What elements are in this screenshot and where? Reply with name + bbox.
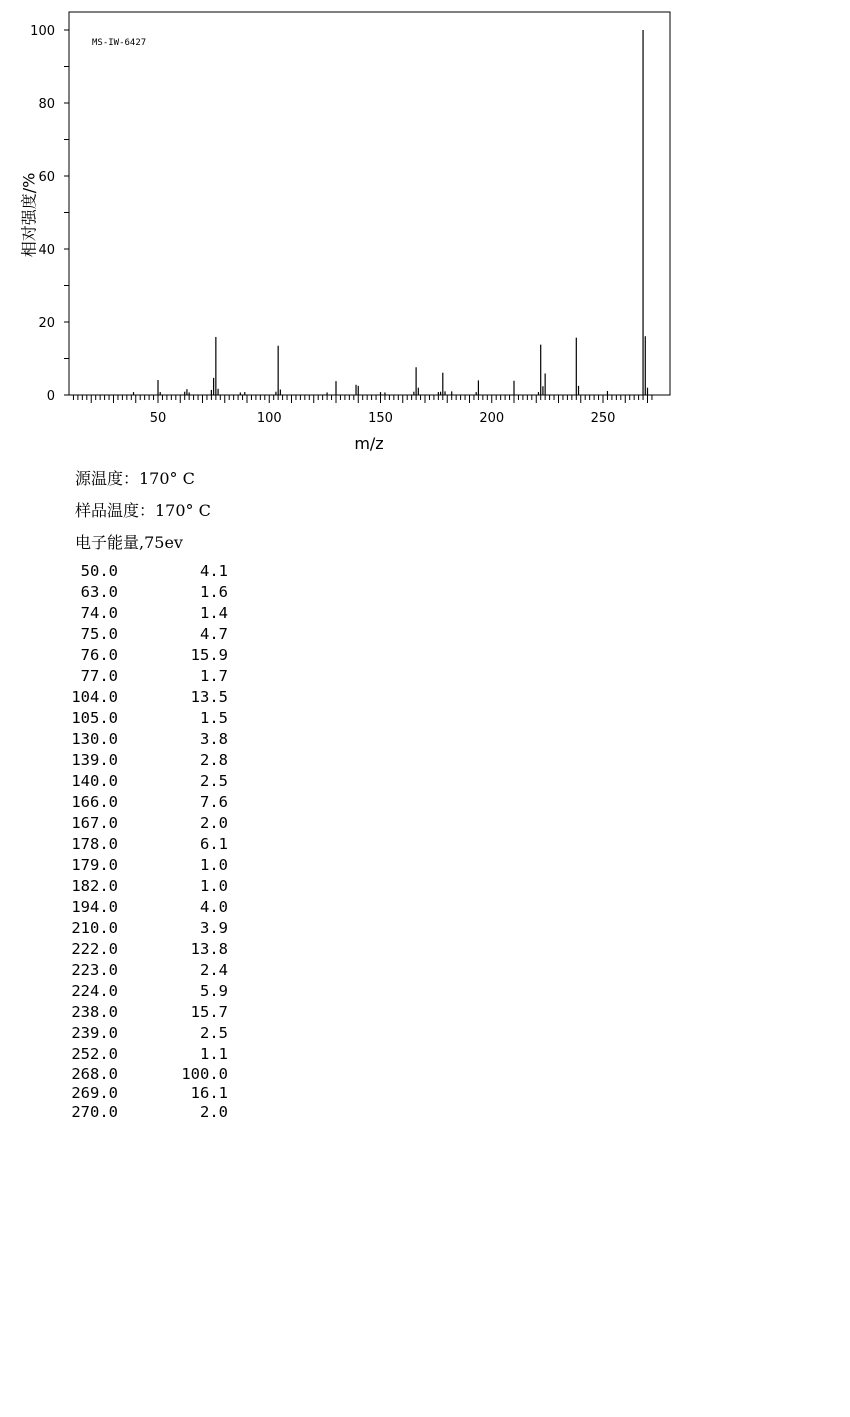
- peak-table-row: [56, 729, 228, 750]
- peak-abundance: 2.5: [200, 1024, 228, 1042]
- peak-table-row: [56, 918, 228, 939]
- peak-mz: 50.0: [80, 562, 118, 580]
- peak-mz: 194.0: [71, 898, 118, 916]
- peak-mz: 139.0: [71, 751, 118, 769]
- y-tick-label: 0: [46, 389, 55, 404]
- peak-table-row: [56, 561, 228, 582]
- peak-mz: 63.0: [80, 583, 118, 601]
- peak-abundance: 7.6: [200, 793, 228, 811]
- peak-mz: 223.0: [71, 961, 118, 979]
- peak-mz: 252.0: [71, 1045, 118, 1063]
- peak-mz: 104.0: [71, 688, 118, 706]
- peak-table-row: [56, 708, 228, 729]
- y-tick-label: 60: [38, 170, 55, 185]
- x-tick-label: 200: [479, 411, 505, 426]
- x-tick-label: 150: [368, 411, 393, 426]
- peak-abundance: 1.5: [200, 709, 228, 727]
- peak-abundance: 1.4: [200, 604, 228, 622]
- peak-mz: 222.0: [71, 940, 118, 958]
- peak-table-row: [56, 855, 228, 876]
- peak-table-row: [56, 1023, 228, 1044]
- peak-table-row: [56, 1084, 228, 1103]
- peak-table-row: [56, 687, 228, 708]
- peak-abundance: 1.0: [200, 877, 228, 895]
- spectrum-peaks: [134, 30, 648, 395]
- x-tick-label: 100: [256, 411, 282, 426]
- peak-table-row: [56, 666, 228, 687]
- peak-abundance: 3.9: [200, 919, 228, 937]
- peak-abundance: 15.9: [190, 646, 228, 664]
- y-axis-title: 相对强度/%: [19, 172, 39, 258]
- peak-abundance: 1.6: [200, 583, 228, 601]
- source-temperature: 源温度：170° C: [75, 469, 195, 488]
- peak-table-row: [56, 792, 228, 813]
- mass-spectrum-chart: [0, 0, 850, 460]
- y-tick-label: 80: [38, 97, 55, 112]
- peak-mz: 239.0: [71, 1024, 118, 1042]
- peak-abundance: 1.1: [200, 1045, 228, 1063]
- peak-abundance: 2.0: [200, 814, 228, 832]
- x-tick-label: 50: [149, 411, 167, 426]
- y-tick-label: 100: [30, 24, 55, 39]
- peak-abundance: 16.1: [190, 1084, 228, 1102]
- peak-abundance: 2.5: [200, 772, 228, 790]
- peak-table-row: [56, 582, 228, 603]
- peak-mz: 224.0: [71, 982, 118, 1000]
- peak-abundance: 4.0: [200, 898, 228, 916]
- peak-abundance: 13.5: [190, 688, 228, 706]
- peak-table-row: [56, 603, 228, 624]
- peak-table-row: [56, 750, 228, 771]
- peak-table-row: [56, 624, 228, 645]
- y-tick-label: 20: [38, 316, 55, 331]
- peak-mz: 74.0: [80, 604, 118, 622]
- peak-mz: 76.0: [80, 646, 118, 664]
- peak-mz: 130.0: [71, 730, 118, 748]
- peak-table: [56, 561, 228, 1118]
- peak-abundance: 1.0: [200, 856, 228, 874]
- peak-abundance: 3.8: [200, 730, 228, 748]
- peak-abundance: 15.7: [190, 1003, 228, 1021]
- plot-frame: [69, 12, 670, 395]
- peak-table-row: [56, 939, 228, 960]
- peak-abundance: 5.9: [200, 982, 228, 1000]
- peak-table-row: [56, 645, 228, 666]
- x-tick-label: 250: [590, 411, 616, 426]
- peak-abundance: 2.8: [200, 751, 228, 769]
- peak-table-row: [56, 813, 228, 834]
- peak-mz: 105.0: [71, 709, 118, 727]
- peak-table-row: [56, 1103, 228, 1118]
- peak-abundance: 2.0: [200, 1103, 228, 1118]
- peak-mz: 210.0: [71, 919, 118, 937]
- peak-mz: 238.0: [71, 1003, 118, 1021]
- peak-table-row: [56, 876, 228, 897]
- peak-mz: 166.0: [71, 793, 118, 811]
- x-axis-title: m/z: [354, 434, 384, 453]
- peak-mz: 178.0: [71, 835, 118, 853]
- peak-abundance: 2.4: [200, 961, 228, 979]
- sample-temperature: 样品温度：170° C: [75, 501, 211, 520]
- peak-table-row: [56, 1002, 228, 1023]
- peak-mz: 167.0: [71, 814, 118, 832]
- peak-table-row: [56, 981, 228, 1002]
- peak-mz: 75.0: [80, 625, 118, 643]
- peak-mz: 77.0: [80, 667, 118, 685]
- peak-abundance: 1.7: [200, 667, 228, 685]
- peak-mz: 140.0: [71, 772, 118, 790]
- peak-table-row: [56, 1065, 228, 1084]
- spectrum-code-label: MS-IW-6427: [92, 38, 147, 48]
- peak-table-row: [56, 834, 228, 855]
- peak-mz: 270.0: [71, 1103, 118, 1118]
- electron-energy: 电子能量,75ev: [75, 533, 183, 552]
- peak-abundance: 4.1: [200, 562, 228, 580]
- peak-table-row: [56, 960, 228, 981]
- peak-abundance: 6.1: [200, 835, 228, 853]
- x-axis-ticks: [73, 395, 652, 426]
- peak-mz: 269.0: [71, 1084, 118, 1102]
- peak-table-row: [56, 771, 228, 792]
- peak-mz: 179.0: [71, 856, 118, 874]
- peak-abundance: 100.0: [181, 1065, 228, 1083]
- peak-table-row: [56, 897, 228, 918]
- peak-abundance: 4.7: [200, 625, 228, 643]
- peak-mz: 182.0: [71, 877, 118, 895]
- peak-table-row: [56, 1044, 228, 1065]
- peak-mz: 268.0: [71, 1065, 118, 1083]
- peak-abundance: 13.8: [190, 940, 228, 958]
- y-tick-label: 40: [38, 243, 55, 258]
